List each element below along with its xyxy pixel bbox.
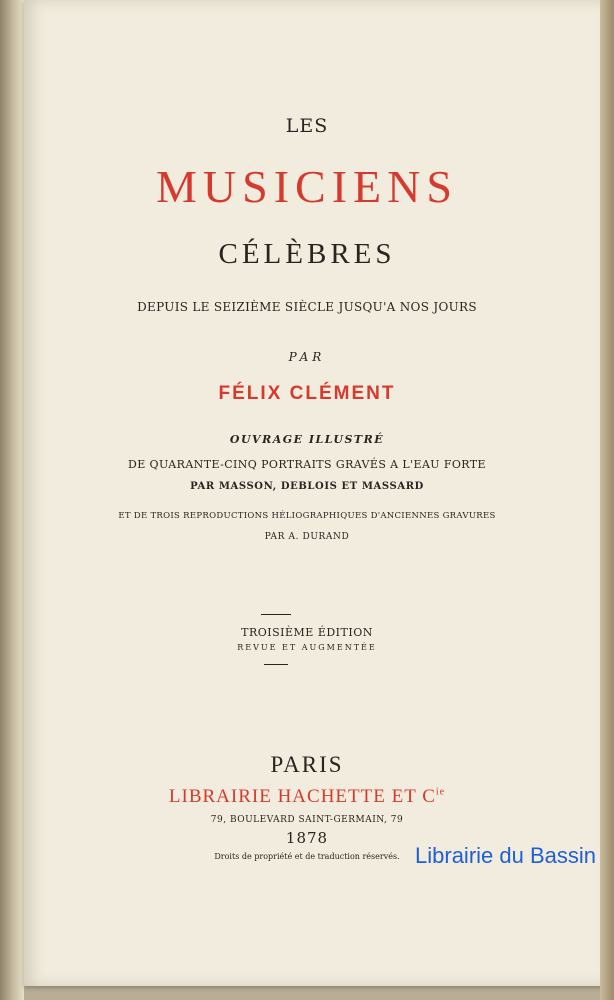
edition-line2: REVUE ET AUGMENTÉE <box>237 643 377 652</box>
description-line5: PAR A. DURAND <box>264 532 350 542</box>
page-edge <box>600 0 614 1000</box>
publisher-superscript: ie <box>435 786 446 798</box>
imprint-address: 79, BOULEVARD SAINT-GERMAIN, 79 <box>210 815 404 825</box>
description-line3: PAR MASSON, DEBLOIS ET MASSARD <box>190 481 424 492</box>
edition-line1: TROISIÈME ÉDITION <box>241 626 373 639</box>
title-celebres: CÉLÈBRES <box>218 238 396 270</box>
watermark-text: Librairie du Bassin <box>415 843 596 868</box>
subtitle: DEPUIS LE SEIZIÈME SIÈCLE JUSQU'A NOS JOURS <box>137 300 477 314</box>
imprint-rights: Droits de propriété et de traduction réservés. <box>214 852 400 861</box>
rule-bottom <box>264 664 288 665</box>
title-musiciens: MUSICIENS <box>156 161 458 212</box>
description-line4: ET DE TROIS REPRODUCTIONS HÉLIOGRAPHIQUES D'ANCIENNES GRAVURES <box>118 511 496 521</box>
title-les: LES <box>285 115 329 137</box>
author-par: PAR <box>288 350 326 364</box>
publisher-name: LIBRAIRIE HACHETTE ET C <box>168 786 436 807</box>
imprint-publisher <box>0 786 614 808</box>
description-line1: OUVRAGE ILLUSTRÉ <box>229 433 385 446</box>
rule-top <box>261 614 291 615</box>
author-name: FÉLIX CLÉMENT <box>218 383 396 404</box>
description-line2: DE QUARANTE-CINQ PORTRAITS GRAVÉS A L'EAU FORTE <box>128 458 486 471</box>
imprint-city: PARIS <box>270 752 344 777</box>
imprint-year: 1878 <box>285 829 329 847</box>
